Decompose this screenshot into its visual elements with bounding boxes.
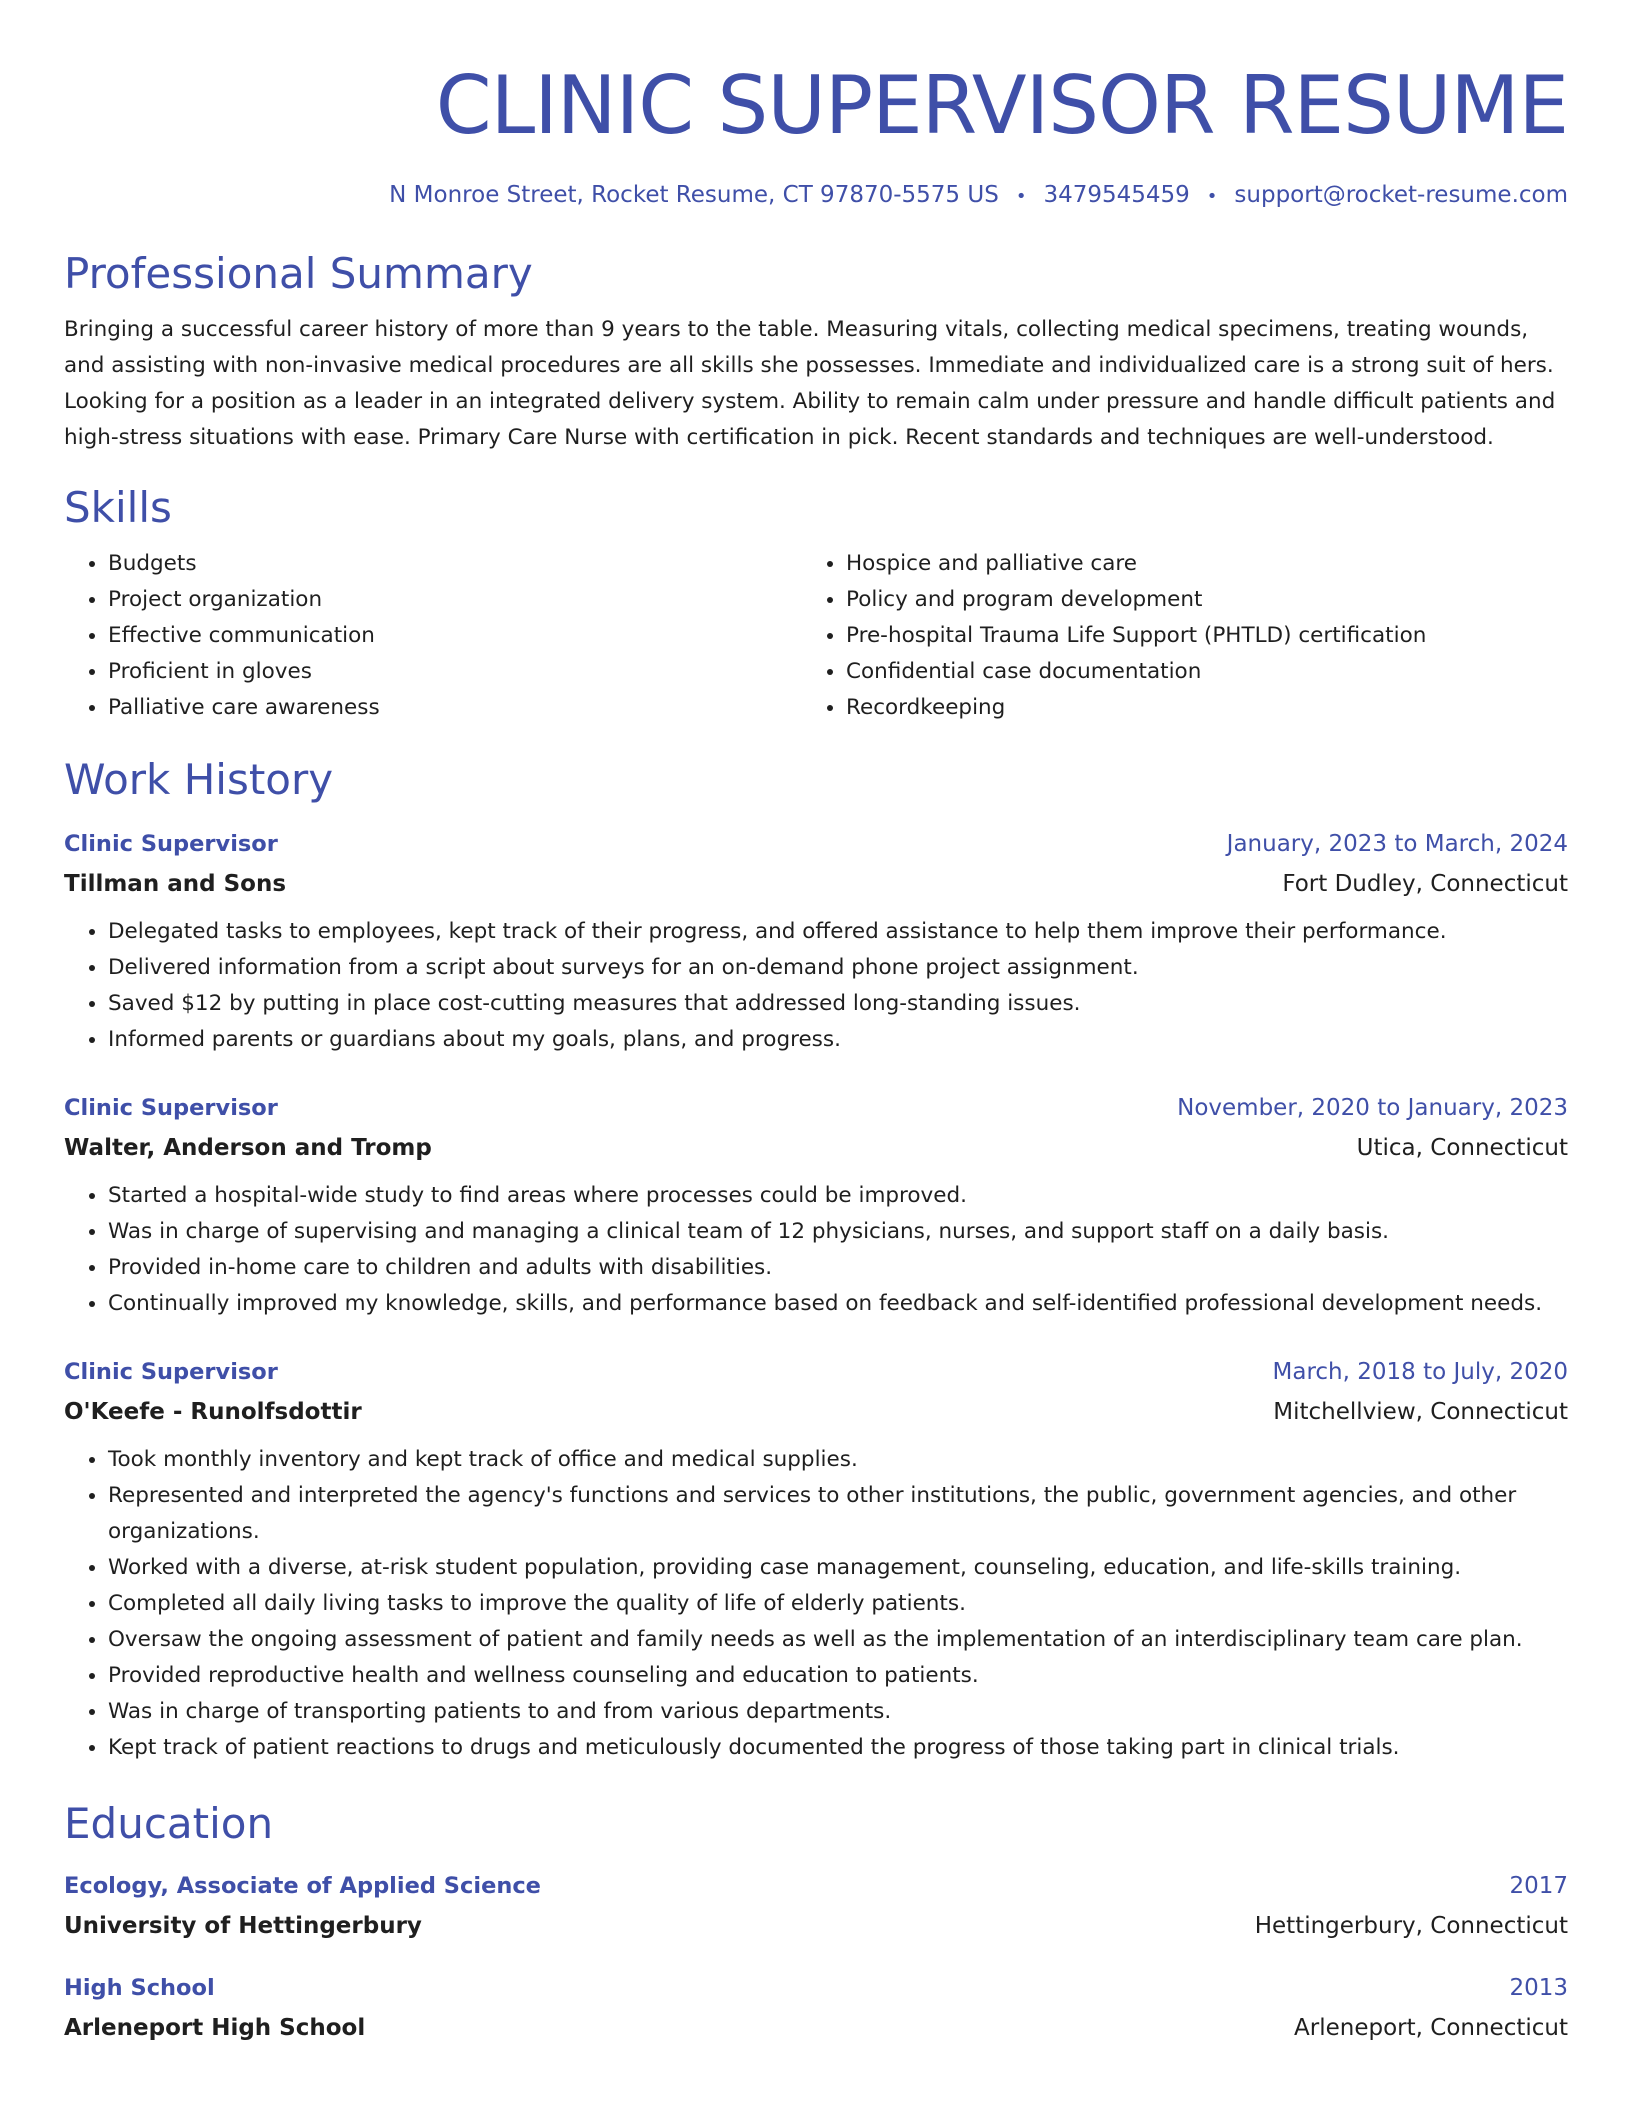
contact-email: support@rocket-resume.com xyxy=(1234,182,1568,208)
skill-item: • Recordkeeping xyxy=(846,690,1540,726)
job-title: Clinic Supervisor xyxy=(64,1095,278,1121)
job-bullet: • Informed parents or guardians about my goals, plans, and progress. xyxy=(108,1022,1568,1058)
skill-item: • Hospice and palliative care xyxy=(846,546,1540,582)
skill-item: • Pre-hospital Trauma Life Support (PHTLD) certification xyxy=(846,618,1540,654)
job-company-row xyxy=(64,1392,1568,1432)
education-location: Arleneport, Connecticut xyxy=(1294,2015,1568,2041)
skills-section xyxy=(64,480,1568,726)
job-header-row xyxy=(64,824,1568,864)
contact-address: N Monroe Street, Rocket Resume, CT 97870-5575 US xyxy=(389,182,999,208)
job-bullet: • Continually improved my knowledge, skills, and performance based on feedback and self-identified professional development needs. xyxy=(108,1286,1568,1322)
education-year: 2013 xyxy=(1509,1975,1568,2001)
summary-section xyxy=(64,246,1568,456)
contact-separator: • xyxy=(1206,186,1218,207)
job-bullet: • Saved $12 by putting in place cost-cutting measures that addressed long-standing issues. xyxy=(108,986,1568,1022)
job-title: Clinic Supervisor xyxy=(64,831,278,857)
work-history-section xyxy=(64,752,1568,1766)
contact-phone: 3479545459 xyxy=(1043,182,1190,208)
summary-heading: Professional Summary xyxy=(64,249,533,298)
skill-item: • Confidential case documentation xyxy=(846,654,1540,690)
job-bullet: • Delegated tasks to employees, kept track of their progress, and offered assistance to help them improve their performance. xyxy=(108,914,1568,950)
job-dates: November, 2020 to January, 2023 xyxy=(1177,1095,1568,1121)
job-bullet: • Oversaw the ongoing assessment of patient and family needs as well as the implementation of an interdisciplinary team care plan. xyxy=(108,1622,1568,1658)
skill-item: • Policy and program development xyxy=(846,582,1540,618)
job-location: Fort Dudley, Connecticut xyxy=(1282,871,1568,897)
skills-column-left xyxy=(64,546,802,726)
education-school: University of Hettingerbury xyxy=(64,1913,422,1939)
job-entry xyxy=(64,1352,1568,1766)
job-bullets xyxy=(64,1178,1568,1322)
job-bullet: • Kept track of patient reactions to drugs and meticulously documented the progress of those taking part in clinical trials. xyxy=(108,1730,1568,1766)
education-school-row xyxy=(64,2008,1568,2048)
job-entry xyxy=(64,1088,1568,1322)
job-bullet: • Delivered information from a script about surveys for an on-demand phone project assignment. xyxy=(108,950,1568,986)
education-header-row xyxy=(64,1968,1568,2008)
job-bullets xyxy=(64,914,1568,1058)
job-company: Walter, Anderson and Tromp xyxy=(64,1135,432,1161)
job-bullet: • Provided in-home care to children and adults with disabilities. xyxy=(108,1250,1568,1286)
contact-line xyxy=(64,178,1568,214)
job-bullet: • Represented and interpreted the agency's functions and services to other institutions, the public, government agencies, and other organizations. xyxy=(108,1478,1568,1550)
education-header-row xyxy=(64,1866,1568,1906)
job-location: Utica, Connecticut xyxy=(1356,1135,1568,1161)
education-degree: High School xyxy=(64,1975,215,2001)
job-entry xyxy=(64,824,1568,1058)
education-entry xyxy=(64,1866,1568,1946)
job-bullet: • Started a hospital-wide study to find areas where processes could be improved. xyxy=(108,1178,1568,1214)
job-title: Clinic Supervisor xyxy=(64,1359,278,1385)
skills-grid xyxy=(64,546,1568,726)
education-location: Hettingerbury, Connecticut xyxy=(1254,1913,1568,1939)
summary-text: Bringing a successful career history of more than 9 years to the table. Measuring vitals, collecting medical specimens, treating wounds, and assisting with non-invasive medical procedures are all skills she possesses. Immediate and individualized care is a strong suit of hers. Looking for a position as a leader in an integrated delivery system. Ability to remain calm under pressure and handle difficult patients and high-stress situations with ease. Primary Care Nurse with certification in pick. Recent standards and techniques are well-understood. xyxy=(64,317,1556,450)
work-history-heading: Work History xyxy=(64,755,334,804)
education-school: Arleneport High School xyxy=(64,2015,366,2041)
education-year: 2017 xyxy=(1509,1873,1568,1899)
education-entry xyxy=(64,1968,1568,2048)
education-section xyxy=(64,1796,1568,2048)
resume-title: CLINIC SUPERVISOR RESUME xyxy=(435,59,1568,152)
job-company-row xyxy=(64,1128,1568,1168)
job-header-row xyxy=(64,1352,1568,1392)
skills-heading: Skills xyxy=(64,483,172,532)
skill-item: • Effective communication xyxy=(108,618,802,654)
job-bullet: • Completed all daily living tasks to improve the quality of life of elderly patients. xyxy=(108,1586,1568,1622)
education-degree: Ecology, Associate of Applied Science xyxy=(64,1873,541,1899)
job-company: O'Keefe - Runolfsdottir xyxy=(64,1399,362,1425)
contact-separator: • xyxy=(1015,186,1027,207)
job-bullets xyxy=(64,1442,1568,1766)
job-bullet: • Was in charge of supervising and managing a clinical team of 12 physicians, nurses, and support staff on a daily basis. xyxy=(108,1214,1568,1250)
education-heading: Education xyxy=(64,1799,274,1848)
skill-item: • Budgets xyxy=(108,546,802,582)
job-bullet: • Was in charge of transporting patients to and from various departments. xyxy=(108,1694,1568,1730)
job-location: Mitchellview, Connecticut xyxy=(1273,1399,1568,1425)
education-school-row xyxy=(64,1906,1568,1946)
job-header-row xyxy=(64,1088,1568,1128)
skill-item: • Proficient in gloves xyxy=(108,654,802,690)
job-dates: March, 2018 to July, 2020 xyxy=(1272,1359,1568,1385)
job-dates: January, 2023 to March, 2024 xyxy=(1226,831,1568,857)
job-bullet: • Took monthly inventory and kept track of office and medical supplies. xyxy=(108,1442,1568,1478)
job-bullet: • Provided reproductive health and wellness counseling and education to patients. xyxy=(108,1658,1568,1694)
skill-item: • Palliative care awareness xyxy=(108,690,802,726)
job-bullet: • Worked with a diverse, at-risk student population, providing case management, counseling, education, and life-skills training. xyxy=(108,1550,1568,1586)
skill-item: • Project organization xyxy=(108,582,802,618)
job-company: Tillman and Sons xyxy=(64,871,287,897)
job-company-row xyxy=(64,864,1568,904)
skills-column-right xyxy=(802,546,1540,726)
